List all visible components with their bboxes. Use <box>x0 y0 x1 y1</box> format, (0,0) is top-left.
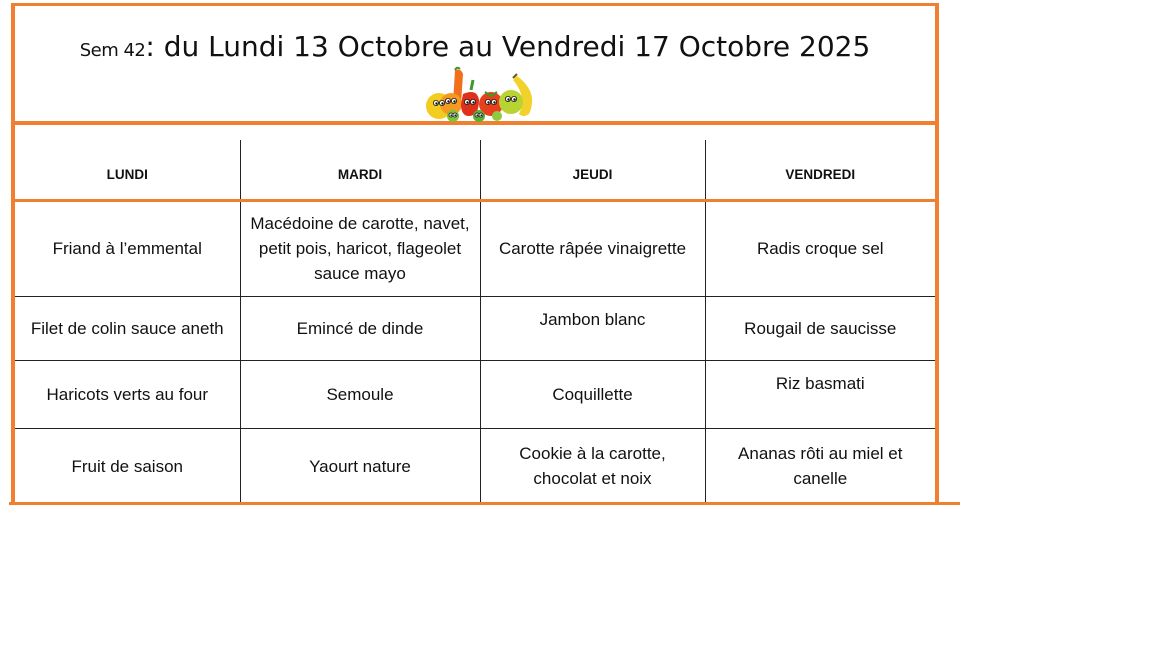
menu-cell: Coquillette <box>480 360 705 428</box>
date-range: : du Lundi 13 Octobre au Vendredi 17 Octobre 2025 <box>145 30 871 63</box>
table-row <box>15 360 935 428</box>
table-row <box>15 296 935 360</box>
day-header: MARDI <box>240 140 480 200</box>
menu-cell: Emincé de dinde <box>240 296 480 360</box>
menu-cell: Riz basmati <box>705 360 935 428</box>
day-header: VENDREDI <box>705 140 935 200</box>
page-title <box>15 30 935 63</box>
menu-cell: Haricots verts au four <box>15 360 240 428</box>
table-row <box>15 200 935 296</box>
day-header: LUNDI <box>15 140 240 200</box>
day-header-row <box>15 140 935 200</box>
menu-cell: Cookie à la carotte, chocolat et noix <box>480 428 705 504</box>
menu-table <box>15 140 935 504</box>
menu-frame <box>11 3 939 503</box>
menu-cell: Yaourt nature <box>240 428 480 504</box>
bottom-divider <box>9 502 960 505</box>
menu-cell: Ananas rôti au miel et canelle <box>705 428 935 504</box>
menu-cell: Filet de colin sauce aneth <box>15 296 240 360</box>
menu-cell: Jambon blanc <box>480 296 705 360</box>
menu-table-area <box>15 140 935 504</box>
menu-cell: Carotte râpée vinaigrette <box>480 200 705 296</box>
menu-header <box>15 6 935 125</box>
week-number: Sem 42 <box>79 40 146 61</box>
menu-cell: Fruit de saison <box>71 456 183 476</box>
menu-cell: Macédoine de carotte, navet, petit pois, haricot, flageolet sauce mayo <box>240 200 480 296</box>
menu-cell: Radis croque sel <box>705 200 935 296</box>
menu-cell: Semoule <box>240 360 480 428</box>
menu-cell: Rougail de saucisse <box>705 296 935 360</box>
day-header: JEUDI <box>480 140 705 200</box>
menu-cell: Friand à l’emmental <box>15 200 240 296</box>
fruits-and-vegetables-icon <box>417 66 537 122</box>
table-row <box>15 428 935 504</box>
